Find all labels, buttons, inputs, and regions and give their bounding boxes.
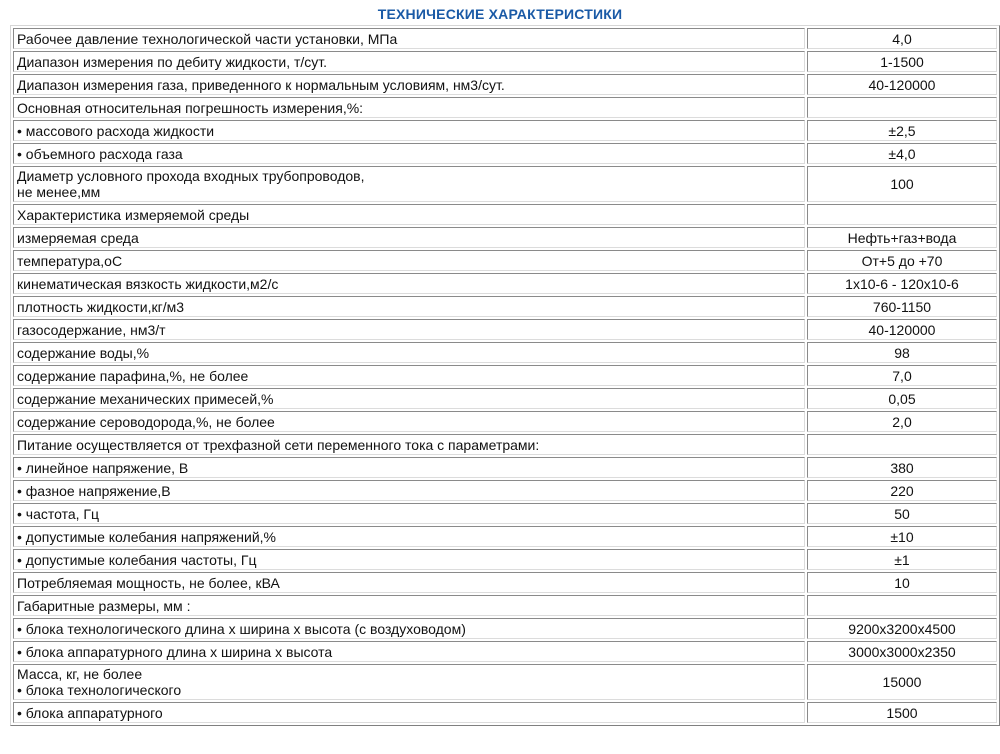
row-value: 1x10-6 - 120x10-6 [807, 273, 997, 294]
page-title: ТЕХНИЧЕСКИЕ ХАРАКТЕРИСТИКИ [377, 6, 623, 22]
row-value: 10 [807, 572, 997, 593]
row-value: 7,0 [807, 365, 997, 386]
row-value: 50 [807, 503, 997, 524]
table-row [13, 457, 997, 478]
row-value: 40-120000 [807, 319, 997, 340]
row-value: 760-1150 [807, 296, 997, 317]
table-row [13, 595, 997, 616]
row-value: ±4,0 [807, 143, 997, 164]
row-label: Диапазон измерения по дебиту жидкости, т/сут. [13, 51, 805, 72]
row-value: От+5 до +70 [807, 250, 997, 271]
table-row [13, 166, 997, 202]
table-row [13, 572, 997, 593]
row-label: • фазное напряжение,В [13, 480, 805, 501]
table-row [13, 388, 997, 409]
row-value [807, 204, 997, 225]
row-value: ±1 [807, 549, 997, 570]
row-value: ±2,5 [807, 120, 997, 141]
specifications-table-body [13, 28, 997, 723]
row-value [807, 97, 997, 118]
row-label: • линейное напряжение, В [13, 457, 805, 478]
row-label: измеряемая среда [13, 227, 805, 248]
row-label-line: Масса, кг, не более [17, 666, 143, 682]
table-row [13, 549, 997, 570]
row-label-multiline [13, 166, 805, 202]
row-value [807, 434, 997, 455]
row-label: • допустимые колебания напряжений,% [13, 526, 805, 547]
row-value: 1-1500 [807, 51, 997, 72]
row-label: содержание сероводорода,%, не более [13, 411, 805, 432]
row-label: • объемного расхода газа [13, 143, 805, 164]
row-label-multiline [13, 664, 805, 700]
row-label: Диапазон измерения газа, приведенного к нормальным условиям, нм3/сут. [13, 74, 805, 95]
table-row [13, 74, 997, 95]
row-label: Основная относительная погрешность измерения,%: [13, 97, 805, 118]
table-row [13, 227, 997, 248]
row-label: содержание воды,% [13, 342, 805, 363]
row-value: ±10 [807, 526, 997, 547]
row-label-line: Диаметр условного прохода входных трубопроводов, [17, 168, 365, 184]
table-row [13, 618, 997, 639]
row-value: 1500 [807, 702, 997, 723]
row-value: 220 [807, 480, 997, 501]
row-label-line: не менее,мм [17, 184, 101, 200]
table-row [13, 526, 997, 547]
table-row [13, 411, 997, 432]
table-row [13, 28, 997, 49]
row-label: Потребляемая мощность, не более, кВА [13, 572, 805, 593]
table-row [13, 434, 997, 455]
row-value: 3000x3000x2350 [807, 641, 997, 662]
row-label: газосодержание, нм3/т [13, 319, 805, 340]
row-value: 380 [807, 457, 997, 478]
table-row [13, 51, 997, 72]
row-value: Нефть+газ+вода [807, 227, 997, 248]
specifications-table [10, 25, 1000, 726]
table-row [13, 365, 997, 386]
row-value: 4,0 [807, 28, 997, 49]
table-row [13, 250, 997, 271]
row-label: содержание механических примесей,% [13, 388, 805, 409]
row-value [807, 595, 997, 616]
row-value: 0,05 [807, 388, 997, 409]
table-row [13, 273, 997, 294]
row-value: 100 [807, 166, 997, 202]
row-label: Питание осуществляется от трехфазной сети переменного тока с параметрами: [13, 434, 805, 455]
row-value: 9200x3200x4500 [807, 618, 997, 639]
row-label-line: • блока технологического [17, 682, 182, 698]
table-row [13, 342, 997, 363]
row-value: 98 [807, 342, 997, 363]
table-row [13, 641, 997, 662]
table-row [13, 480, 997, 501]
row-label: • блока аппаратурного [13, 702, 805, 723]
table-row [13, 503, 997, 524]
table-row [13, 97, 997, 118]
row-label: содержание парафина,%, не более [13, 365, 805, 386]
row-value: 40-120000 [807, 74, 997, 95]
row-label: кинематическая вязкость жидкости,м2/с [13, 273, 805, 294]
table-row [13, 296, 997, 317]
row-label: • частота, Гц [13, 503, 805, 524]
row-label: • массового расхода жидкости [13, 120, 805, 141]
row-label: температура,оС [13, 250, 805, 271]
table-row [13, 204, 997, 225]
row-label: • блока технологического длина х ширина х высота (с воздуховодом) [13, 618, 805, 639]
table-row [13, 319, 997, 340]
table-row [13, 120, 997, 141]
table-row [13, 664, 997, 700]
row-label: плотность жидкости,кг/м3 [13, 296, 805, 317]
row-label: Рабочее давление технологической части установки, МПа [13, 28, 805, 49]
row-label: • допустимые колебания частоты, Гц [13, 549, 805, 570]
row-label: Характеристика измеряемой среды [13, 204, 805, 225]
table-row [13, 143, 997, 164]
row-value: 2,0 [807, 411, 997, 432]
table-row [13, 702, 997, 723]
row-label: Габаритные размеры, мм : [13, 595, 805, 616]
row-label: • блока аппаратурного длина х ширина х высота [13, 641, 805, 662]
row-value: 15000 [807, 664, 997, 700]
